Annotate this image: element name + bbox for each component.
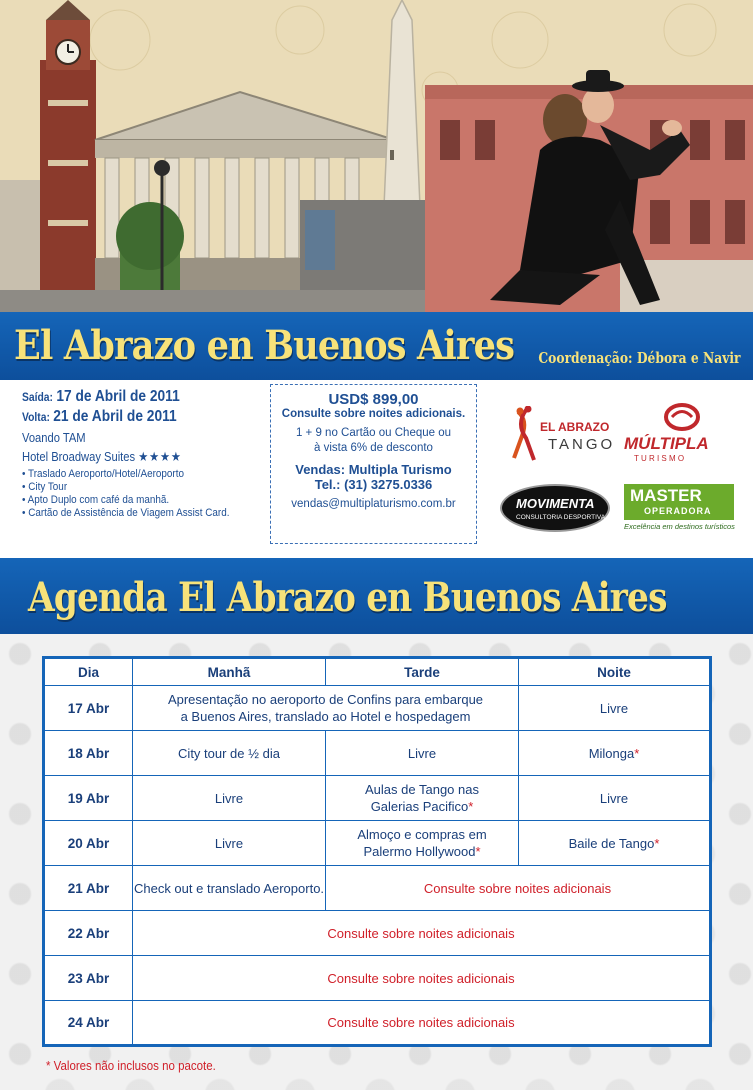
activity-line: Aulas de Tango nas (365, 782, 479, 797)
day-cell: 20 Abr (44, 821, 133, 866)
return-row (22, 408, 220, 426)
sales-agency: Vendas: Multipla Turismo (295, 462, 452, 477)
table-row (44, 686, 711, 731)
multipla-name: MÚLTIPLA (624, 434, 709, 453)
night-cell (519, 821, 711, 866)
price-box (270, 384, 477, 544)
morning-cell: Livre (133, 776, 326, 821)
morning-cell: Check out e translado Aeroporto. (133, 866, 326, 911)
sponsor-logos (490, 392, 750, 542)
day-cell: 22 Abr (44, 911, 133, 956)
asterisk: * (468, 799, 474, 814)
return-label: Volta: (22, 410, 50, 424)
phone: Tel.: (31) 3275.0336 (314, 477, 433, 492)
payment-line-2: à vista 6% de desconto (314, 442, 433, 454)
day-cell: 19 Abr (44, 776, 133, 821)
table-row (44, 1001, 711, 1046)
master-sub: OPERADORA (644, 506, 712, 516)
trip-details (22, 388, 253, 520)
extra-nights-cell: Consulte sobre noites adicionais (326, 866, 711, 911)
table-header-row (44, 658, 711, 686)
night-cell: Livre (519, 776, 711, 821)
day-cell: 23 Abr (44, 956, 133, 1001)
airline: Voando TAM (22, 430, 86, 445)
extra-nights-note: Consulte sobre noites adicionais. (281, 408, 466, 420)
extra-nights-cell: Consulte sobre noites adicionais (133, 1001, 711, 1046)
agenda-band (0, 558, 753, 634)
activity-line (326, 843, 518, 860)
activity-text: Galerias Pacifico (370, 799, 469, 814)
clock-tower (40, 0, 96, 310)
activity-cell (133, 686, 519, 731)
activity-line: a Buenos Aires, translado ao Hotel e hospedagem (180, 709, 471, 724)
movimenta-sub: CONSULTORIA DESPORTIVA (516, 514, 606, 521)
includes-list (22, 468, 253, 520)
day-cell: 18 Abr (44, 731, 133, 776)
column-header: Tarde (326, 658, 519, 686)
master-name: MASTER (630, 486, 702, 505)
activity-line: Apresentação no aeroporto de Confins para embarque (167, 692, 484, 707)
departure-row (22, 388, 220, 406)
asterisk: * (634, 745, 640, 761)
day-cell: 17 Abr (44, 686, 133, 731)
agenda-table (42, 656, 712, 1047)
movimenta-name: MOVIMENTA (516, 496, 595, 511)
table-row (44, 776, 711, 821)
multipla-sub: T U R I S M O (634, 454, 685, 463)
buenos-aires-illustration (0, 0, 753, 312)
morning-cell: Livre (133, 821, 326, 866)
master-tagline: Excelência em destinos turísticos (624, 522, 735, 531)
payment-line-1: 1 + 9 no Cartão ou Cheque ou (295, 427, 452, 439)
list-item: • City Tour (22, 481, 229, 494)
table-row (44, 731, 711, 776)
column-header: Manhã (133, 658, 326, 686)
multipla-swirl-icon (662, 402, 702, 432)
table-row (44, 821, 711, 866)
night-cell: Livre (519, 686, 711, 731)
page-title: El Abrazo en Buenos Aires (14, 322, 515, 369)
list-item: • Apto Duplo com café da manhã. (22, 494, 229, 507)
el-abrazo-tango-logo (500, 406, 616, 466)
asterisk: * (475, 844, 481, 859)
day-cell: 24 Abr (44, 1001, 133, 1046)
list-item: • Traslado Aeroporto/Hotel/Aeroporto (22, 468, 229, 481)
footnote: * Valores não inclusos no pacote. (46, 1059, 216, 1073)
coordination-text: Coordenação: Débora e Navir (538, 349, 741, 367)
column-header: Noite (519, 658, 711, 686)
table-row (44, 866, 711, 911)
hotel-stars: ★★★★ (138, 449, 182, 464)
email-link[interactable]: vendas@multiplaturismo.com.br (291, 498, 456, 510)
abrazo-logo-bottom: TANGO (548, 436, 616, 453)
night-cell (519, 731, 711, 776)
column-header: Dia (44, 658, 133, 686)
return-date: 21 de Abril de 2011 (53, 408, 177, 425)
multipla-logo (620, 402, 740, 466)
abrazo-logo-top: EL ABRAZO (540, 420, 610, 434)
payment-terms (271, 426, 476, 456)
hotel-row (22, 449, 220, 465)
activity-line (326, 798, 518, 815)
movimenta-logo (500, 484, 610, 532)
table-row (44, 956, 711, 1001)
afternoon-cell: Livre (326, 731, 519, 776)
hero-photo-collage (0, 0, 753, 312)
activity-line: Almoço e compras em (357, 827, 487, 842)
table-row (44, 911, 711, 956)
price: USD$ 899,00 (328, 391, 419, 408)
extra-nights-cell: Consulte sobre noites adicionais (133, 956, 711, 1001)
day-cell: 21 Abr (44, 866, 133, 911)
title-band (0, 312, 753, 380)
list-item: • Cartão de Assistência de Viagem Assist Card. (22, 507, 229, 520)
agenda-title: Agenda El Abrazo en Buenos Aires (28, 574, 667, 621)
departure-label: Saída: (22, 390, 53, 404)
morning-cell: City tour de ½ dia (133, 731, 326, 776)
hotel-name: Hotel Broadway Suites (22, 449, 136, 464)
afternoon-cell (326, 776, 519, 821)
night-text: Milonga (588, 745, 635, 761)
extra-nights-cell: Consulte sobre noites adicionais (133, 911, 711, 956)
night-text: Baile de Tango (568, 835, 655, 851)
activity-text: Palermo Hollywood (363, 844, 476, 859)
master-operadora-logo (624, 484, 734, 536)
asterisk: * (654, 835, 660, 851)
departure-date: 17 de Abril de 2011 (56, 388, 180, 405)
trip-info-section (0, 380, 753, 558)
afternoon-cell (326, 821, 519, 866)
